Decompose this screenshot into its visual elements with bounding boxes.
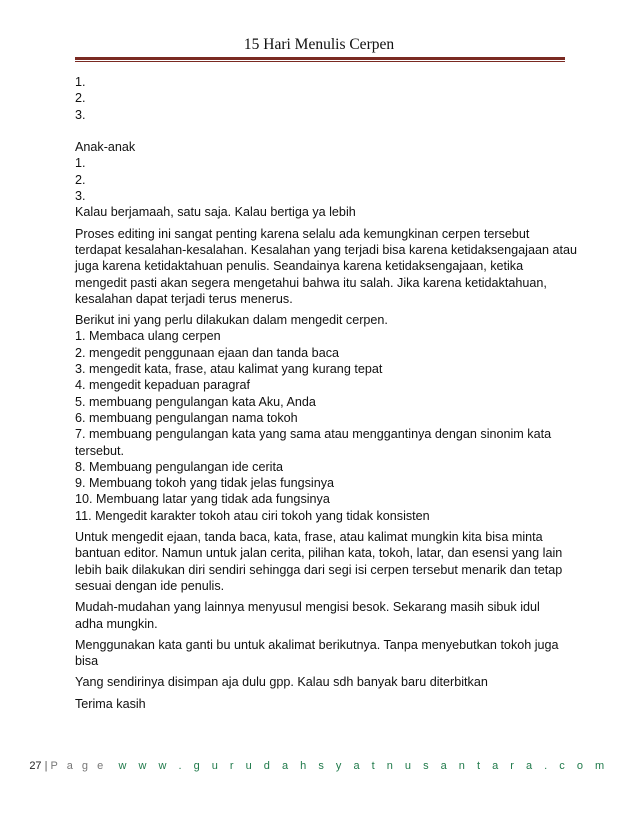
list-a-item: 1. <box>75 75 86 89</box>
list-b-item: 2. <box>75 172 86 187</box>
list-item: 7. membuang pengulangan kata yang sama atau menggantinya dengan sinonim kata <box>75 427 552 442</box>
paragraph-untuk <box>75 529 570 594</box>
list-item: 4. mengedit kepaduan paragraf <box>75 378 251 393</box>
paragraph-proses <box>75 226 578 307</box>
header-title: 15 Hari Menulis Cerpen <box>243 36 395 53</box>
paragraph-mudah <box>75 599 570 632</box>
text-line: Menggunakan kata ganti bu untuk akalimat berikutnya. Tanpa menyebutkan tokoh juga <box>75 637 559 652</box>
text-line: Untuk mengedit ejaan, tanda baca, kata, frase, atau kalimat mungkin kita bisa minta <box>75 530 543 545</box>
page-number: 27 <box>29 760 42 772</box>
list-item: 8. Membuang pengulangan ide cerita <box>75 459 283 474</box>
jamaah-line: Kalau berjamaah, satu saja. Kalau bertiga ya lebih <box>75 205 356 220</box>
list-item: 5. membuang pengulangan kata Aku, Anda <box>75 394 316 409</box>
text-line: adha mungkin. <box>75 616 158 631</box>
list-item: 1. Membaca ulang cerpen <box>75 329 221 344</box>
header-rule-thick <box>75 57 565 60</box>
paragraph-berikut <box>75 312 570 524</box>
list-item: 11. Mengedit karakter tokoh atau ciri tokoh yang tidak konsisten <box>75 508 430 523</box>
paragraph-simpan: Yang sendirinya disimpan aja dulu gpp. Kalau sdh banyak baru diterbitkan <box>75 675 488 690</box>
list-item: 6. membuang pengulangan nama tokoh <box>75 410 298 425</box>
text-line: lebih baik dilakukan diri sendiri sehingga dari segi isi cerpen tersebut menarik dan tetap <box>75 562 563 577</box>
list-item: 9. Membuang tokoh yang tidak jelas fungsinya <box>75 476 335 491</box>
page-footer <box>0 760 638 772</box>
numbered-list-b <box>75 155 570 204</box>
text-line: mengedit pasti akan segera mengetahui bahwa itu salah. Jika karena ketidaktahuan, <box>75 275 547 290</box>
list-item: 3. mengedit kata, frase, atau kalimat yang kurang tepat <box>75 362 383 377</box>
anak-heading: Anak-anak <box>75 140 136 155</box>
text-line: Proses editing ini sangat penting karena selalu ada kemungkinan cerpen tersebut <box>75 226 530 241</box>
page-label: P a g e <box>50 760 107 772</box>
text-line: Berikut ini yang perlu dilakukan dalam mengedit cerpen. <box>75 313 388 328</box>
list-item: 10. Membuang latar yang tidak ada fungsinya <box>75 492 330 507</box>
text-line: terdapat kesalahan-kesalahan. Kesalahan yang terjadi bisa karena ketidaksengajaan atau <box>75 242 578 257</box>
list-b-item: 1. <box>75 156 86 171</box>
text-line: Mudah-mudahan yang lainnya menyusul mengisi besok. Sekarang masih sibuk idul <box>75 600 540 615</box>
website-link[interactable]: w w w . g u r u d a h s y a t n u s a n t a r a . c o m <box>118 760 609 772</box>
text-line: bantuan editor. Namun untuk jalan cerita, pilihan kata, tokoh, latar, dan esensi yang lain <box>75 546 563 561</box>
list-b-item: 3. <box>75 189 86 204</box>
list-item: 2. mengedit penggunaan ejaan dan tanda baca <box>75 345 339 360</box>
footer-separator: | <box>44 760 48 772</box>
list-a-item: 3. <box>75 107 86 122</box>
text-line: bisa <box>75 654 99 669</box>
numbered-list-a <box>75 74 570 123</box>
blank-line <box>75 123 570 139</box>
text-line: sesuai dengan ide penulis. <box>75 578 225 593</box>
paragraph-terima-kasih: Terima kasih <box>75 696 146 711</box>
text-line: kesalahan dapat terjadi terus menerus. <box>75 291 293 306</box>
list-item: tersebut. <box>75 443 125 458</box>
list-a-item: 2. <box>75 91 86 106</box>
header-rule-thin <box>75 61 565 62</box>
document-body <box>75 74 578 712</box>
paragraph-ganti <box>75 637 570 670</box>
text-line: juga karena ketidaktahuan penulis. Seandainya karena ketidaksengajaan, ketika <box>75 259 524 274</box>
